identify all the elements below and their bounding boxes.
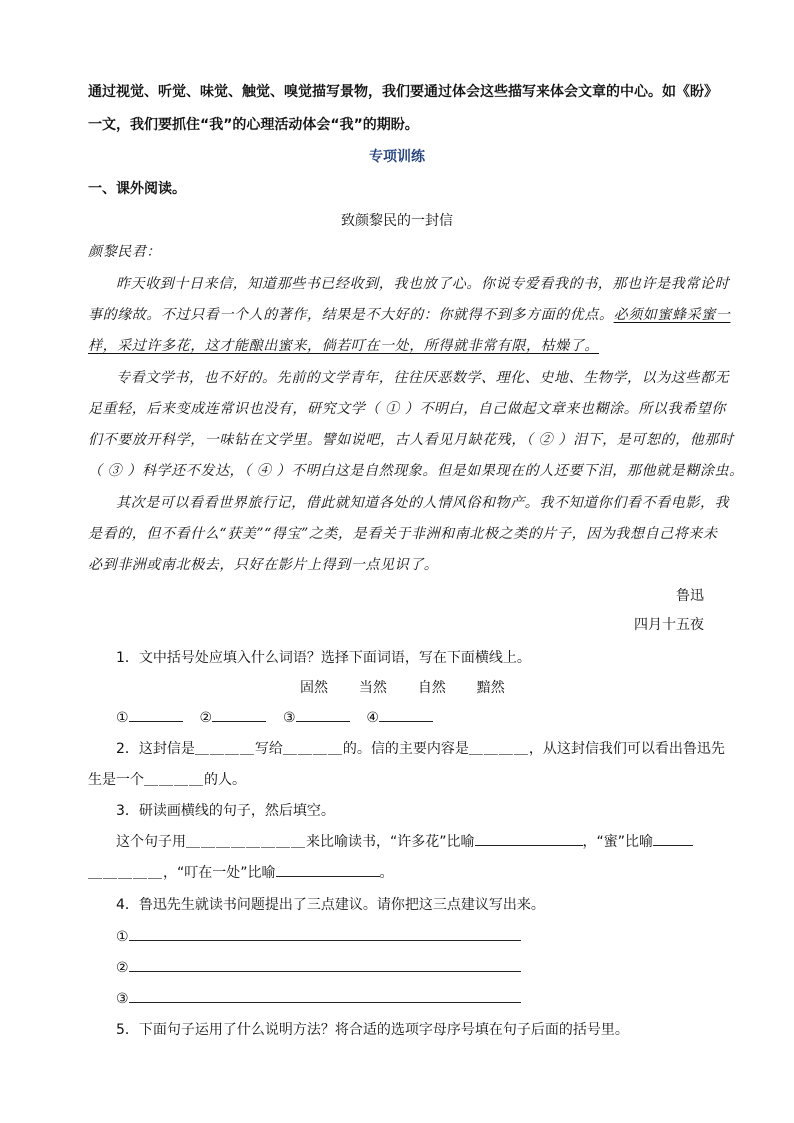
question-5: 5．下面句子运用了什么说明方法？将合适的选项字母序号填在句子后面的括号里。 (116, 1022, 629, 1038)
p1-line-2-text: 事的缘故。不过只看一个人的著作，结果是不大好的：你就得不到多方面的优点。 (88, 307, 614, 323)
p2-line-4a: （ (88, 463, 103, 479)
q2-blank-1[interactable]: ＿＿＿＿ (194, 741, 255, 757)
q2-text-a: 2．这封信是 (116, 741, 195, 757)
q1-mark-3: ③ (282, 710, 296, 726)
q4-mark-1: ① (116, 929, 129, 945)
letter-salutation: 颜黎民君： (88, 244, 161, 260)
question-2-line-1 (116, 737, 725, 761)
q1-blank-3[interactable] (296, 706, 350, 722)
q2-blank-4[interactable]: ＿＿＿＿ (144, 772, 204, 788)
q2-text-f: 的人。 (204, 772, 246, 788)
p2-line-1: 专看文学书，也不好的。先前的文学青年，往往厌恶数学、理化、史地、生物学，以为这些都无 (116, 370, 730, 386)
q3-text-c: ，“蜜”比喻 (582, 834, 654, 850)
p3-line-2: 是看的，但不看什么“获美”“得宝”之类，是看关于非洲和南北极之类的片子，因为我想自己将来未 (88, 526, 718, 542)
p3-line-1: 其次是可以看看世界旅行记，借此就知道各处的人情风俗和物产。我不知道你们看不看电影，我 (116, 495, 730, 511)
blank-mark-3: ③ (107, 463, 123, 479)
q1-mark-4: ④ (366, 710, 379, 726)
p2-line-2 (88, 397, 726, 421)
p2-line-2b: ）不明白，自己做起文章来也糊涂。所以我希望你 (404, 401, 726, 417)
underlined-sentence-part-2: 样，采过许多花，这才能酿出蜜来，倘若叮在一处，所得就非常有限，枯燥了。 (88, 338, 599, 354)
q1-option-3: 自然 (417, 680, 446, 696)
q3-text-d: ，“叮在一处”比喻 (163, 865, 276, 881)
q3-blank-1[interactable]: ＿＿＿＿＿＿＿＿ (186, 834, 306, 850)
question-3-fill-line-2 (88, 861, 394, 885)
question-3-fill-line-1 (116, 830, 693, 854)
q3-text-a: 这个句子用 (116, 834, 186, 850)
question-3: 3．研读画横线的句子，然后填空。 (116, 803, 335, 819)
p2-line-4b: ）科学还不发达，（ (127, 463, 252, 479)
p3-line-3: 必到非洲或南北极去，只好在影片上得到一点见识了。 (88, 557, 439, 573)
question-4: 4．鲁迅先生就读书问题提出了三点建议。请你把这三点建议写出来。 (116, 897, 545, 913)
p2-line-2a: 足重轻，后来变成连常识也没有，研究文学（ (88, 401, 380, 417)
q3-blank-3b[interactable]: ＿＿＿＿＿ (88, 865, 163, 881)
p2-line-3 (88, 428, 734, 452)
q4-answer-line-2[interactable] (129, 955, 521, 972)
p2-line-3b: ）泪下，是可恕的，他那时 (558, 432, 734, 448)
q4-answer-2 (116, 955, 521, 980)
p2-line-3a: 们不要放开科学，一味钻在文学里。譬如说吧，古人看见月缺花残，（ (88, 432, 534, 448)
q1-answer-line (116, 706, 433, 730)
q2-text-b: 写给 (254, 741, 283, 757)
q4-mark-2: ② (116, 960, 129, 976)
q1-option-2: 当然 (358, 680, 387, 696)
q2-text-d: ，从这封信我们可以看出鲁迅先 (528, 741, 725, 757)
q4-answer-1 (116, 924, 521, 949)
question-2-line-2 (88, 768, 246, 792)
blank-mark-2: ② (538, 432, 554, 448)
q3-blank-3a[interactable] (653, 830, 693, 846)
q3-text-e: 。 (379, 865, 394, 881)
q1-mark-1: ① (116, 710, 129, 726)
letter-title: 致颜黎民的一封信 (341, 213, 453, 229)
letter-date: 四月十五夜 (634, 617, 704, 633)
part-title: 一、课外阅读。 (88, 181, 186, 197)
question-1: 1．文中括号处应填入什么词语？选择下面词语，写在下面横线上。 (116, 650, 531, 666)
q2-text-e: 生是一个 (88, 772, 144, 788)
q3-text-b: 来比喻读书，“许多花”比喻 (306, 834, 475, 850)
q4-mark-3: ③ (116, 991, 129, 1007)
q2-text-c: 的。信的主要内容是 (342, 741, 469, 757)
p1-line-1: 昨天收到十日来信，知道那些书已经收到，我也放了心。你说专爱看我的书，那也许是我常论时 (116, 276, 730, 292)
q4-answer-3 (116, 986, 521, 1011)
q1-blank-2[interactable] (212, 706, 266, 722)
underlined-sentence-part-1: 必须如蜜蜂采蜜一 (613, 307, 731, 323)
blank-mark-1: ① (385, 401, 400, 417)
q3-blank-4[interactable] (276, 861, 380, 877)
p2-line-4 (88, 459, 744, 483)
p1-line-2 (88, 303, 730, 327)
q1-blank-4[interactable] (379, 706, 433, 722)
q1-mark-2: ② (199, 710, 213, 726)
letter-signature: 鲁迅 (676, 588, 704, 604)
q1-blank-1[interactable] (129, 706, 183, 722)
section-heading: 专项训练 (369, 149, 425, 165)
q1-options (300, 676, 505, 700)
q2-blank-3[interactable]: ＿＿＿＿ (468, 741, 529, 757)
blank-mark-4: ④ (256, 463, 272, 479)
q4-answer-line-3[interactable] (129, 986, 521, 1003)
q1-option-1: 固然 (300, 680, 328, 696)
intro-line-2: 一文，我们要抓住“我”的心理活动体会“我”的期盼。 (88, 117, 419, 133)
q4-answer-line-1[interactable] (129, 924, 521, 941)
intro-line-1: 通过视觉、听觉、味觉、触觉、嗅觉描写景物，我们要通过体会这些描写来体会文章的中心。如《盼》 (88, 84, 718, 100)
q2-blank-2[interactable]: ＿＿＿＿ (282, 741, 343, 757)
p2-line-4c: ）不明白这是自然现象。但是如果现在的人还要下泪，那他就是糊涂虫。 (276, 463, 744, 479)
q3-blank-2[interactable] (475, 830, 583, 846)
q1-option-4: 黯然 (476, 680, 505, 696)
